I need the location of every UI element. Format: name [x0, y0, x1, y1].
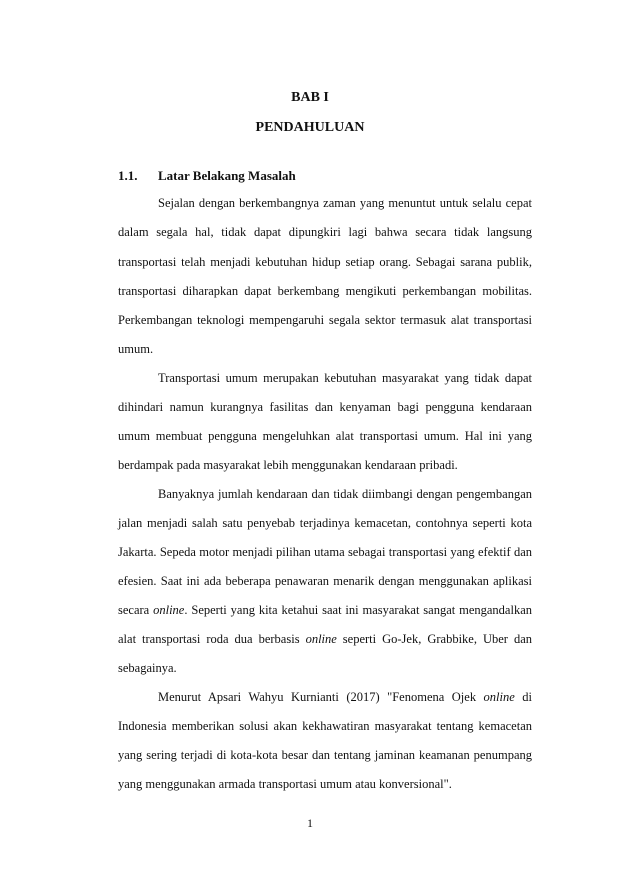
- body-line: yang sering terjadi di kota-kota besar dan tentang jaminan keamanan penumpang: [118, 748, 532, 762]
- body-line: [118, 689, 532, 705]
- body-line: Jakarta. Sepeda motor menjadi pilihan utama sebagai transportasi yang efektif dan: [118, 545, 532, 559]
- body-line: [118, 602, 532, 618]
- section-heading: [118, 168, 296, 184]
- body-line: sebagainya.: [118, 661, 177, 675]
- body-line: transportasi diharapkan dapat berkembang mengikuti perkembangan mobilitas.: [118, 284, 532, 298]
- italic-run: online: [305, 632, 337, 646]
- text-run: . Seperti yang kita ketahui saat ini masyarakat sangat mengandalkan: [184, 603, 532, 617]
- section-title: Latar Belakang Masalah: [158, 168, 296, 183]
- text-run: alat transportasi roda dua berbasis: [118, 632, 306, 646]
- italic-run: online: [153, 603, 185, 617]
- body-line: dihindari namun kurangnya fasilitas dan kenyaman bagi pengguna kendaraan: [118, 400, 532, 414]
- body-line: Indonesia memberikan solusi akan kekhawatiran masyarakat tentang kemacetan: [118, 719, 532, 733]
- body-line: [118, 631, 532, 647]
- section-number: 1.1.: [118, 168, 138, 183]
- body-line: Perkembangan teknologi mempengaruhi segala sektor termasuk alat transportasi: [118, 313, 532, 327]
- text-run: seperti Go-Jek, Grabbike, Uber dan: [336, 632, 532, 646]
- body-line: transportasi telah menjadi kebutuhan hidup setiap orang. Sebagai sarana publik,: [118, 255, 532, 269]
- chapter-number: BAB I: [291, 90, 329, 105]
- body-line: Banyaknya jumlah kendaraan dan tidak diimbangi dengan pengembangan: [158, 487, 532, 501]
- text-run: secara: [118, 603, 154, 617]
- italic-run: online: [483, 690, 515, 704]
- text-run: Menurut Apsari Wahyu Kurnianti (2017) "Fenomena Ojek: [158, 690, 484, 704]
- body-line: jalan menjadi salah satu penyebab terjadinya kemacetan, contohnya seperti kota: [118, 516, 532, 530]
- body-line: efesien. Saat ini ada beberapa penawaran menarik dengan menggunakan aplikasi: [118, 574, 532, 588]
- body-line: Sejalan dengan berkembangnya zaman yang menuntut untuk selalu cepat: [158, 196, 532, 210]
- body-line: Transportasi umum merupakan kebutuhan masyarakat yang tidak dapat: [158, 371, 532, 385]
- body-line: umum.: [118, 342, 154, 356]
- page-number: 1: [307, 816, 313, 830]
- chapter-title: PENDAHULUAN: [255, 120, 365, 135]
- body-line: umum membuat pengguna mengeluhkan alat transportasi umum. Hal ini yang: [118, 429, 532, 443]
- body-line: berdampak pada masyarakat lebih menggunakan kendaraan pribadi.: [118, 458, 458, 472]
- body-line: dalam segala hal, tidak dapat dipungkiri lagi bahwa secara tidak langsung: [118, 225, 532, 239]
- text-run: di: [514, 690, 532, 704]
- body-line: yang menggunakan armada transportasi umum atau konversional".: [118, 777, 452, 791]
